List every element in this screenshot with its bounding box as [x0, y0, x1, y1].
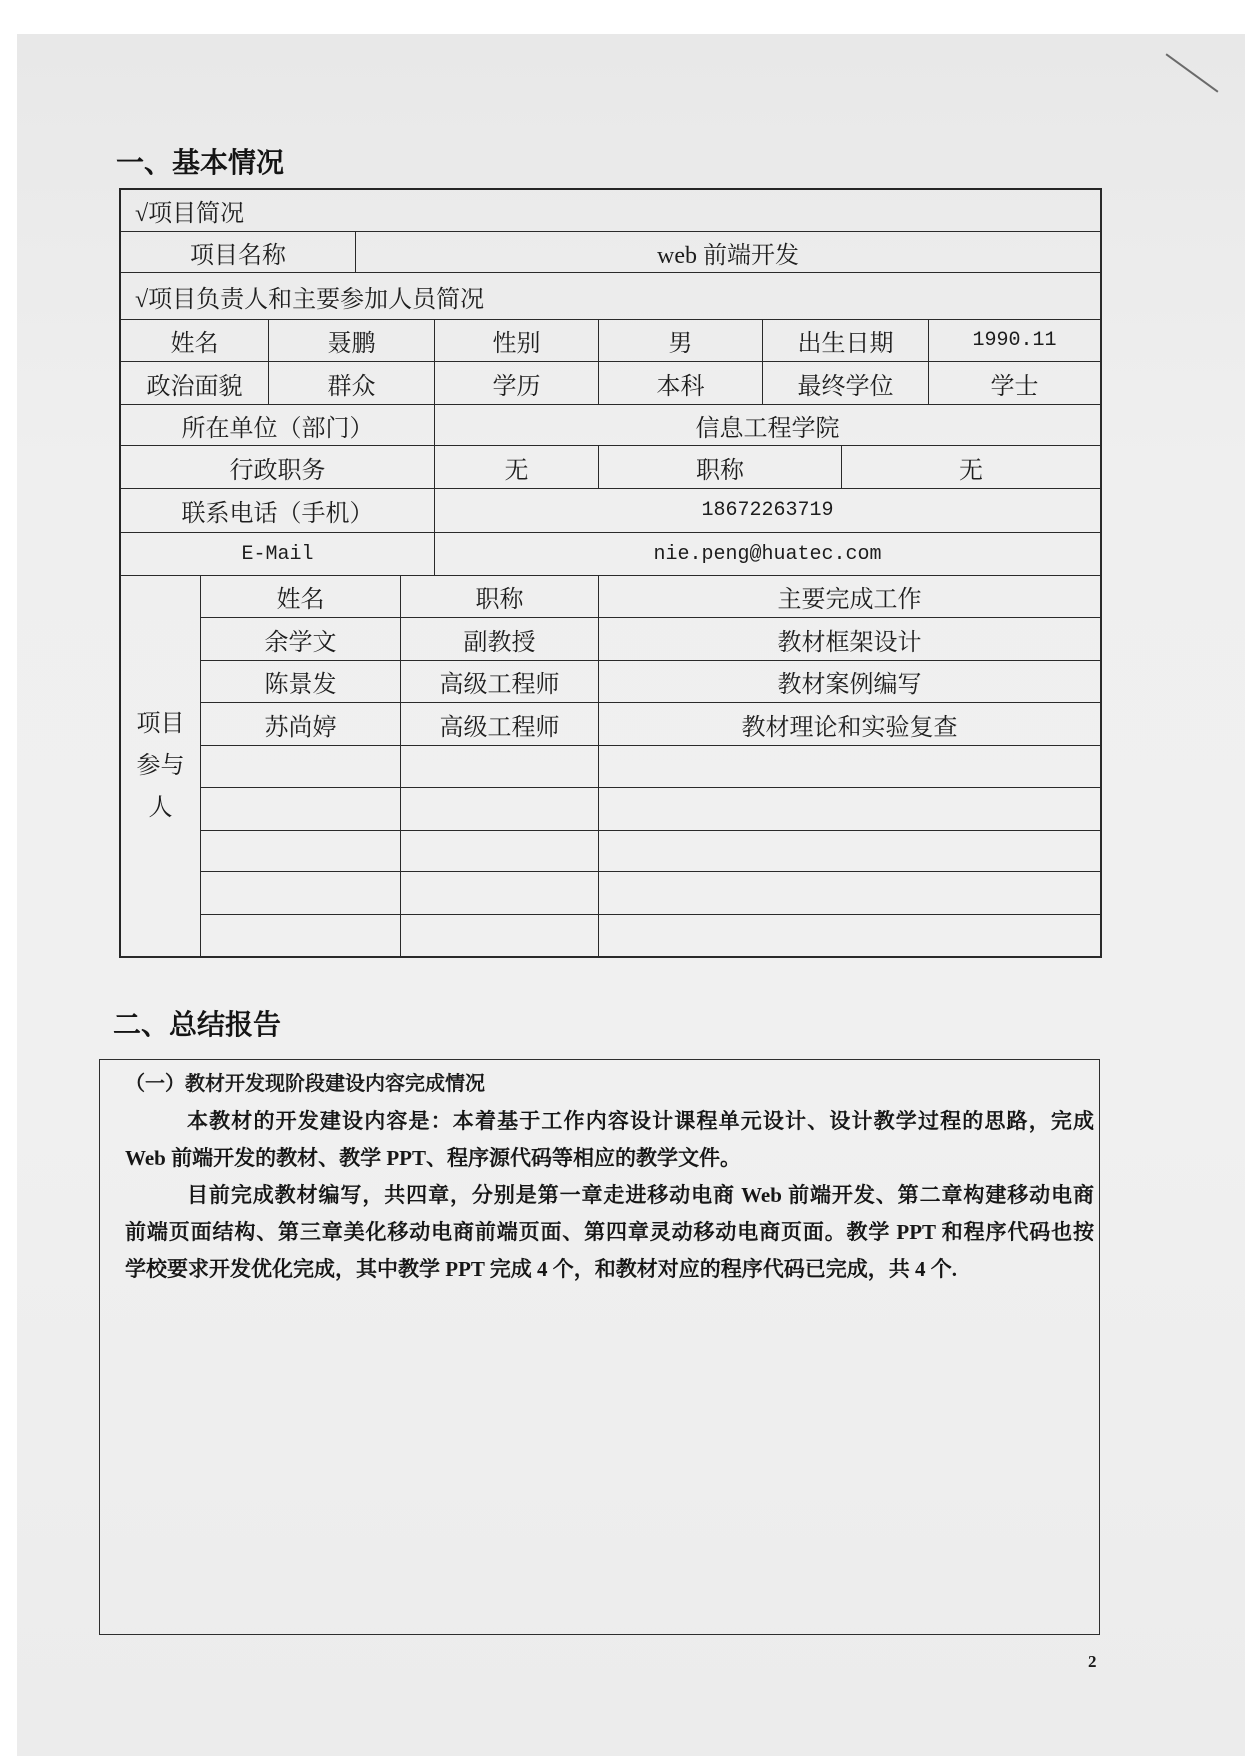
- participants-header-title: 职称: [401, 576, 599, 618]
- page-number: 2: [1088, 1652, 1097, 1671]
- participant-empty-cell: [201, 746, 401, 788]
- leader-admin-post-value: 无: [435, 446, 599, 489]
- project-overview-label: √项目简况: [121, 190, 1102, 232]
- participant-title: 高级工程师: [401, 661, 599, 703]
- report-paragraph-line: 本教材的开发建设内容是：本着基于工作内容设计课程单元设计、设计教学过程的思路，完成: [187, 1109, 1094, 1133]
- leader-degree-label: 最终学位: [763, 362, 929, 405]
- leader-phone-value: 18672263719: [435, 489, 1102, 533]
- participant-empty-cell: [401, 831, 599, 872]
- participants-header-name: 姓名: [201, 576, 401, 618]
- project-name-label: 项目名称: [121, 232, 356, 273]
- leader-email-value: nie.peng@huatec.com: [435, 533, 1102, 576]
- leader-title-label: 职称: [599, 446, 842, 489]
- participant-empty-cell: [401, 915, 599, 958]
- participant-empty-cell: [401, 872, 599, 915]
- participant-empty-cell: [401, 788, 599, 831]
- basic-info-table: [119, 188, 1102, 958]
- leader-degree-value: 学士: [929, 362, 1102, 405]
- leader-birth-value: 1990.11: [929, 320, 1102, 362]
- leader-email-label: E-Mail: [121, 533, 435, 576]
- participants-header-work: 主要完成工作: [599, 576, 1102, 618]
- participant-name: 余学文: [201, 618, 401, 661]
- leader-gender-value: 男: [599, 320, 763, 362]
- leader-title-value: 无: [842, 446, 1102, 489]
- leader-name-value: 聂鹏: [269, 320, 435, 362]
- participant-work: 教材理论和实验复查: [599, 703, 1102, 746]
- participant-empty-cell: [599, 788, 1102, 831]
- participants-group-cell: [121, 576, 201, 958]
- leader-politics-value: 群众: [269, 362, 435, 405]
- participant-name: 苏尚婷: [201, 703, 401, 746]
- report-subheading: （一）教材开发现阶段建设内容完成情况: [125, 1073, 485, 1095]
- leader-politics-label: 政治面貌: [121, 362, 269, 405]
- leader-birth-label: 出生日期: [763, 320, 929, 362]
- participants-group-label: 项目参与人: [136, 711, 185, 821]
- section-heading-summary-report: 二、总结报告: [113, 1008, 282, 1041]
- participant-title: 副教授: [401, 618, 599, 661]
- participant-empty-cell: [201, 788, 401, 831]
- leader-phone-label: 联系电话（手机）: [121, 489, 435, 533]
- leader-unit-label: 所在单位（部门）: [121, 405, 435, 446]
- project-name-value: web 前端开发: [356, 232, 1102, 273]
- leader-name-label: 姓名: [121, 320, 269, 362]
- summary-report-text: [125, 1066, 1094, 1288]
- participant-name: 陈景发: [201, 661, 401, 703]
- report-paragraph-line: 学校要求开发优化完成，其中教学 PPT 完成 4 个，和教材对应的程序代码已完成，共 4 个.: [125, 1257, 958, 1281]
- personnel-overview-label: √项目负责人和主要参加人员简况: [121, 273, 1102, 320]
- summary-report-box: [99, 1059, 1100, 1635]
- participant-empty-cell: [599, 872, 1102, 915]
- report-paragraph-line: 前端页面结构、第三章美化移动电商前端页面、第四章灵动移动电商页面。教学 PPT 和程序代码也按: [125, 1220, 1094, 1244]
- participant-work: 教材框架设计: [599, 618, 1102, 661]
- leader-admin-post-label: 行政职务: [121, 446, 435, 489]
- leader-education-label: 学历: [435, 362, 599, 405]
- participant-empty-cell: [599, 746, 1102, 788]
- leader-education-value: 本科: [599, 362, 763, 405]
- participant-empty-cell: [201, 872, 401, 915]
- report-paragraph-line: Web 前端开发的教材、教学 PPT、程序源代码等相应的教学文件。: [125, 1146, 742, 1170]
- participant-empty-cell: [201, 915, 401, 958]
- leader-unit-value: 信息工程学院: [435, 405, 1102, 446]
- participant-empty-cell: [401, 746, 599, 788]
- report-paragraph-line: 目前完成教材编写，共四章，分别是第一章走进移动电商 Web 前端开发、第二章构建移动电商: [187, 1183, 1094, 1207]
- leader-gender-label: 性别: [435, 320, 599, 362]
- participant-title: 高级工程师: [401, 703, 599, 746]
- participant-empty-cell: [599, 831, 1102, 872]
- participant-empty-cell: [599, 915, 1102, 958]
- section-heading-basic-info: 一、基本情况: [116, 146, 285, 179]
- participant-work: 教材案例编写: [599, 661, 1102, 703]
- participant-empty-cell: [201, 831, 401, 872]
